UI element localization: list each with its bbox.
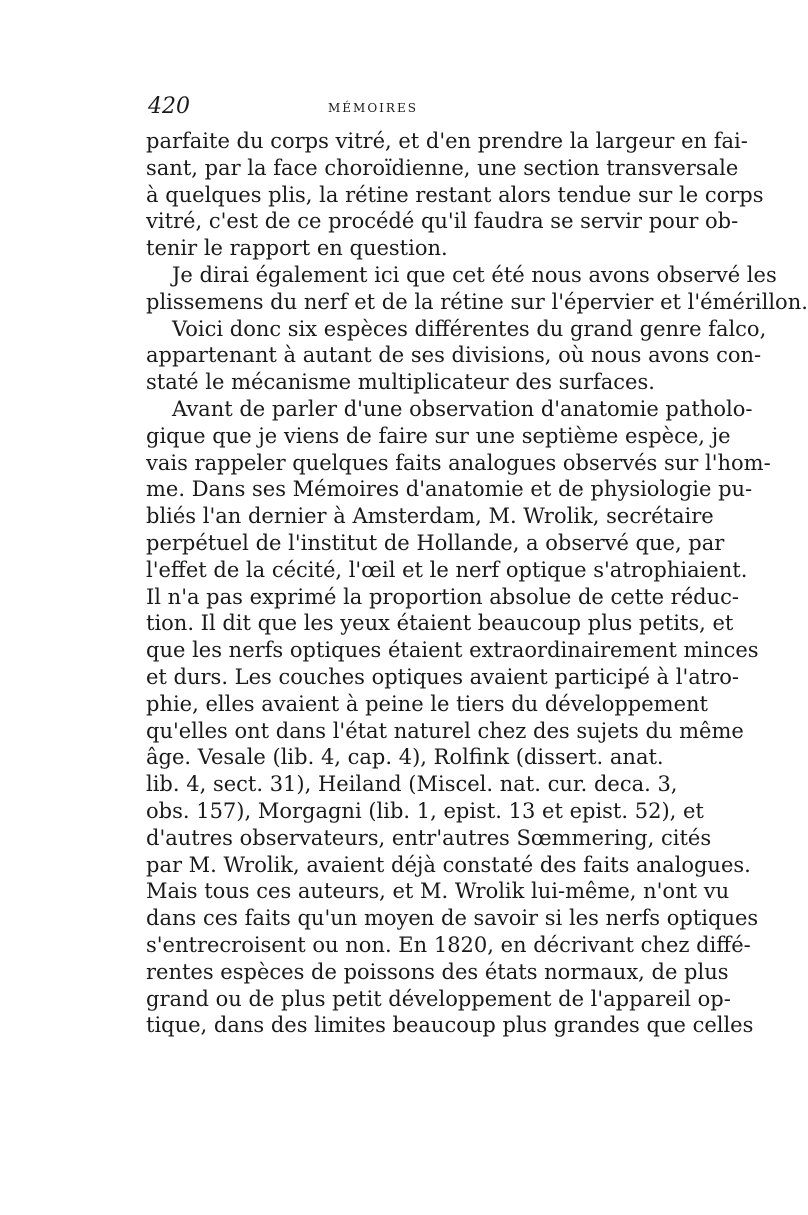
text-line: bliés l'an dernier à Amsterdam, M. Wrolik, secrétaire bbox=[146, 504, 714, 529]
text-line: et durs. Les couches optiques avaient participé à l'atro- bbox=[146, 664, 739, 689]
text-line: Je dirai également ici que cet été nous avons observé les bbox=[172, 262, 777, 287]
text-line: me. Dans ses Mémoires d'anatomie et de physiologie pu- bbox=[146, 477, 753, 502]
text-line: dans ces faits qu'un moyen de savoir si les nerfs optiques bbox=[146, 906, 759, 931]
text-line: staté le mécanisme multiplicateur des surfaces. bbox=[146, 370, 655, 395]
text-line: plissemens du nerf et de la rétine sur l'épervier et l'émérillon. bbox=[146, 289, 808, 314]
text-line: lib. 4, sect. 31), Heiland (Miscel. nat. cur. deca. 3, bbox=[146, 772, 678, 797]
running-head bbox=[148, 92, 653, 122]
text-line: Il n'a pas exprimé la proportion absolue de cette réduc- bbox=[146, 584, 739, 609]
text-line: vais rappeler quelques faits analogues observés sur l'hom- bbox=[146, 450, 771, 475]
text-line: gique que je viens de faire sur une septième espèce, je bbox=[146, 423, 731, 448]
text-line: que les nerfs optiques étaient extraordinairement minces bbox=[146, 638, 759, 663]
text-line: obs. 157), Morgagni (lib. 1, epist. 13 et epist. 52), et bbox=[146, 798, 704, 823]
text-line: s'entrecroisent ou non. En 1820, en décrivant chez diffé- bbox=[146, 932, 751, 957]
text-line: tenir le rapport en question. bbox=[146, 236, 448, 261]
text-line: parfaite du corps vitré, et d'en prendre la largeur en fai- bbox=[146, 129, 748, 153]
text-line: l'effet de la cécité, l'œil et le nerf optique s'atrophiaient. bbox=[146, 557, 748, 582]
text-line: Mais tous ces auteurs, et M. Wrolik lui-même, n'ont vu bbox=[146, 879, 730, 904]
text-line: tion. Il dit que les yeux étaient beaucoup plus petits, et bbox=[146, 611, 734, 636]
page-number: 420 bbox=[148, 94, 190, 119]
text-line: vitré, c'est de ce procédé qu'il faudra se servir pour ob- bbox=[146, 209, 739, 234]
text-line: qu'elles ont dans l'état naturel chez des sujets du même bbox=[146, 718, 744, 743]
text-line: appartenant à autant de ses divisions, où nous avons con- bbox=[146, 343, 762, 368]
text-line: grand ou de plus petit développement de l'appareil op- bbox=[146, 986, 731, 1011]
text-line: par M. Wrolik, avaient déjà constaté des faits analogues. bbox=[146, 852, 751, 877]
text-line: Voici donc six espèces différentes du grand genre falco, bbox=[172, 316, 767, 341]
text-line: phie, elles avaient à peine le tiers du développement bbox=[146, 691, 708, 716]
text-line: à quelques plis, la rétine restant alors tendue sur le corps bbox=[146, 182, 764, 207]
running-title: MÉMOIRES bbox=[328, 101, 418, 115]
body-text bbox=[146, 128, 808, 1039]
text-line: Avant de parler d'une observation d'anatomie patholo- bbox=[172, 396, 753, 421]
text-line: tique, dans des limites beaucoup plus grandes que celles bbox=[146, 1013, 754, 1038]
text-line: perpétuel de l'institut de Hollande, a observé que, par bbox=[146, 530, 725, 555]
text-line: d'autres observateurs, entr'autres Sœmmering, cités bbox=[146, 825, 712, 850]
text-line: sant, par la face choroïdienne, une section transversale bbox=[146, 155, 739, 180]
text-line: âge. Vesale (lib. 4, cap. 4), Rolfink (dissert. anat. bbox=[146, 745, 664, 770]
text-line: rentes espèces de poissons des états normaux, de plus bbox=[146, 959, 729, 984]
